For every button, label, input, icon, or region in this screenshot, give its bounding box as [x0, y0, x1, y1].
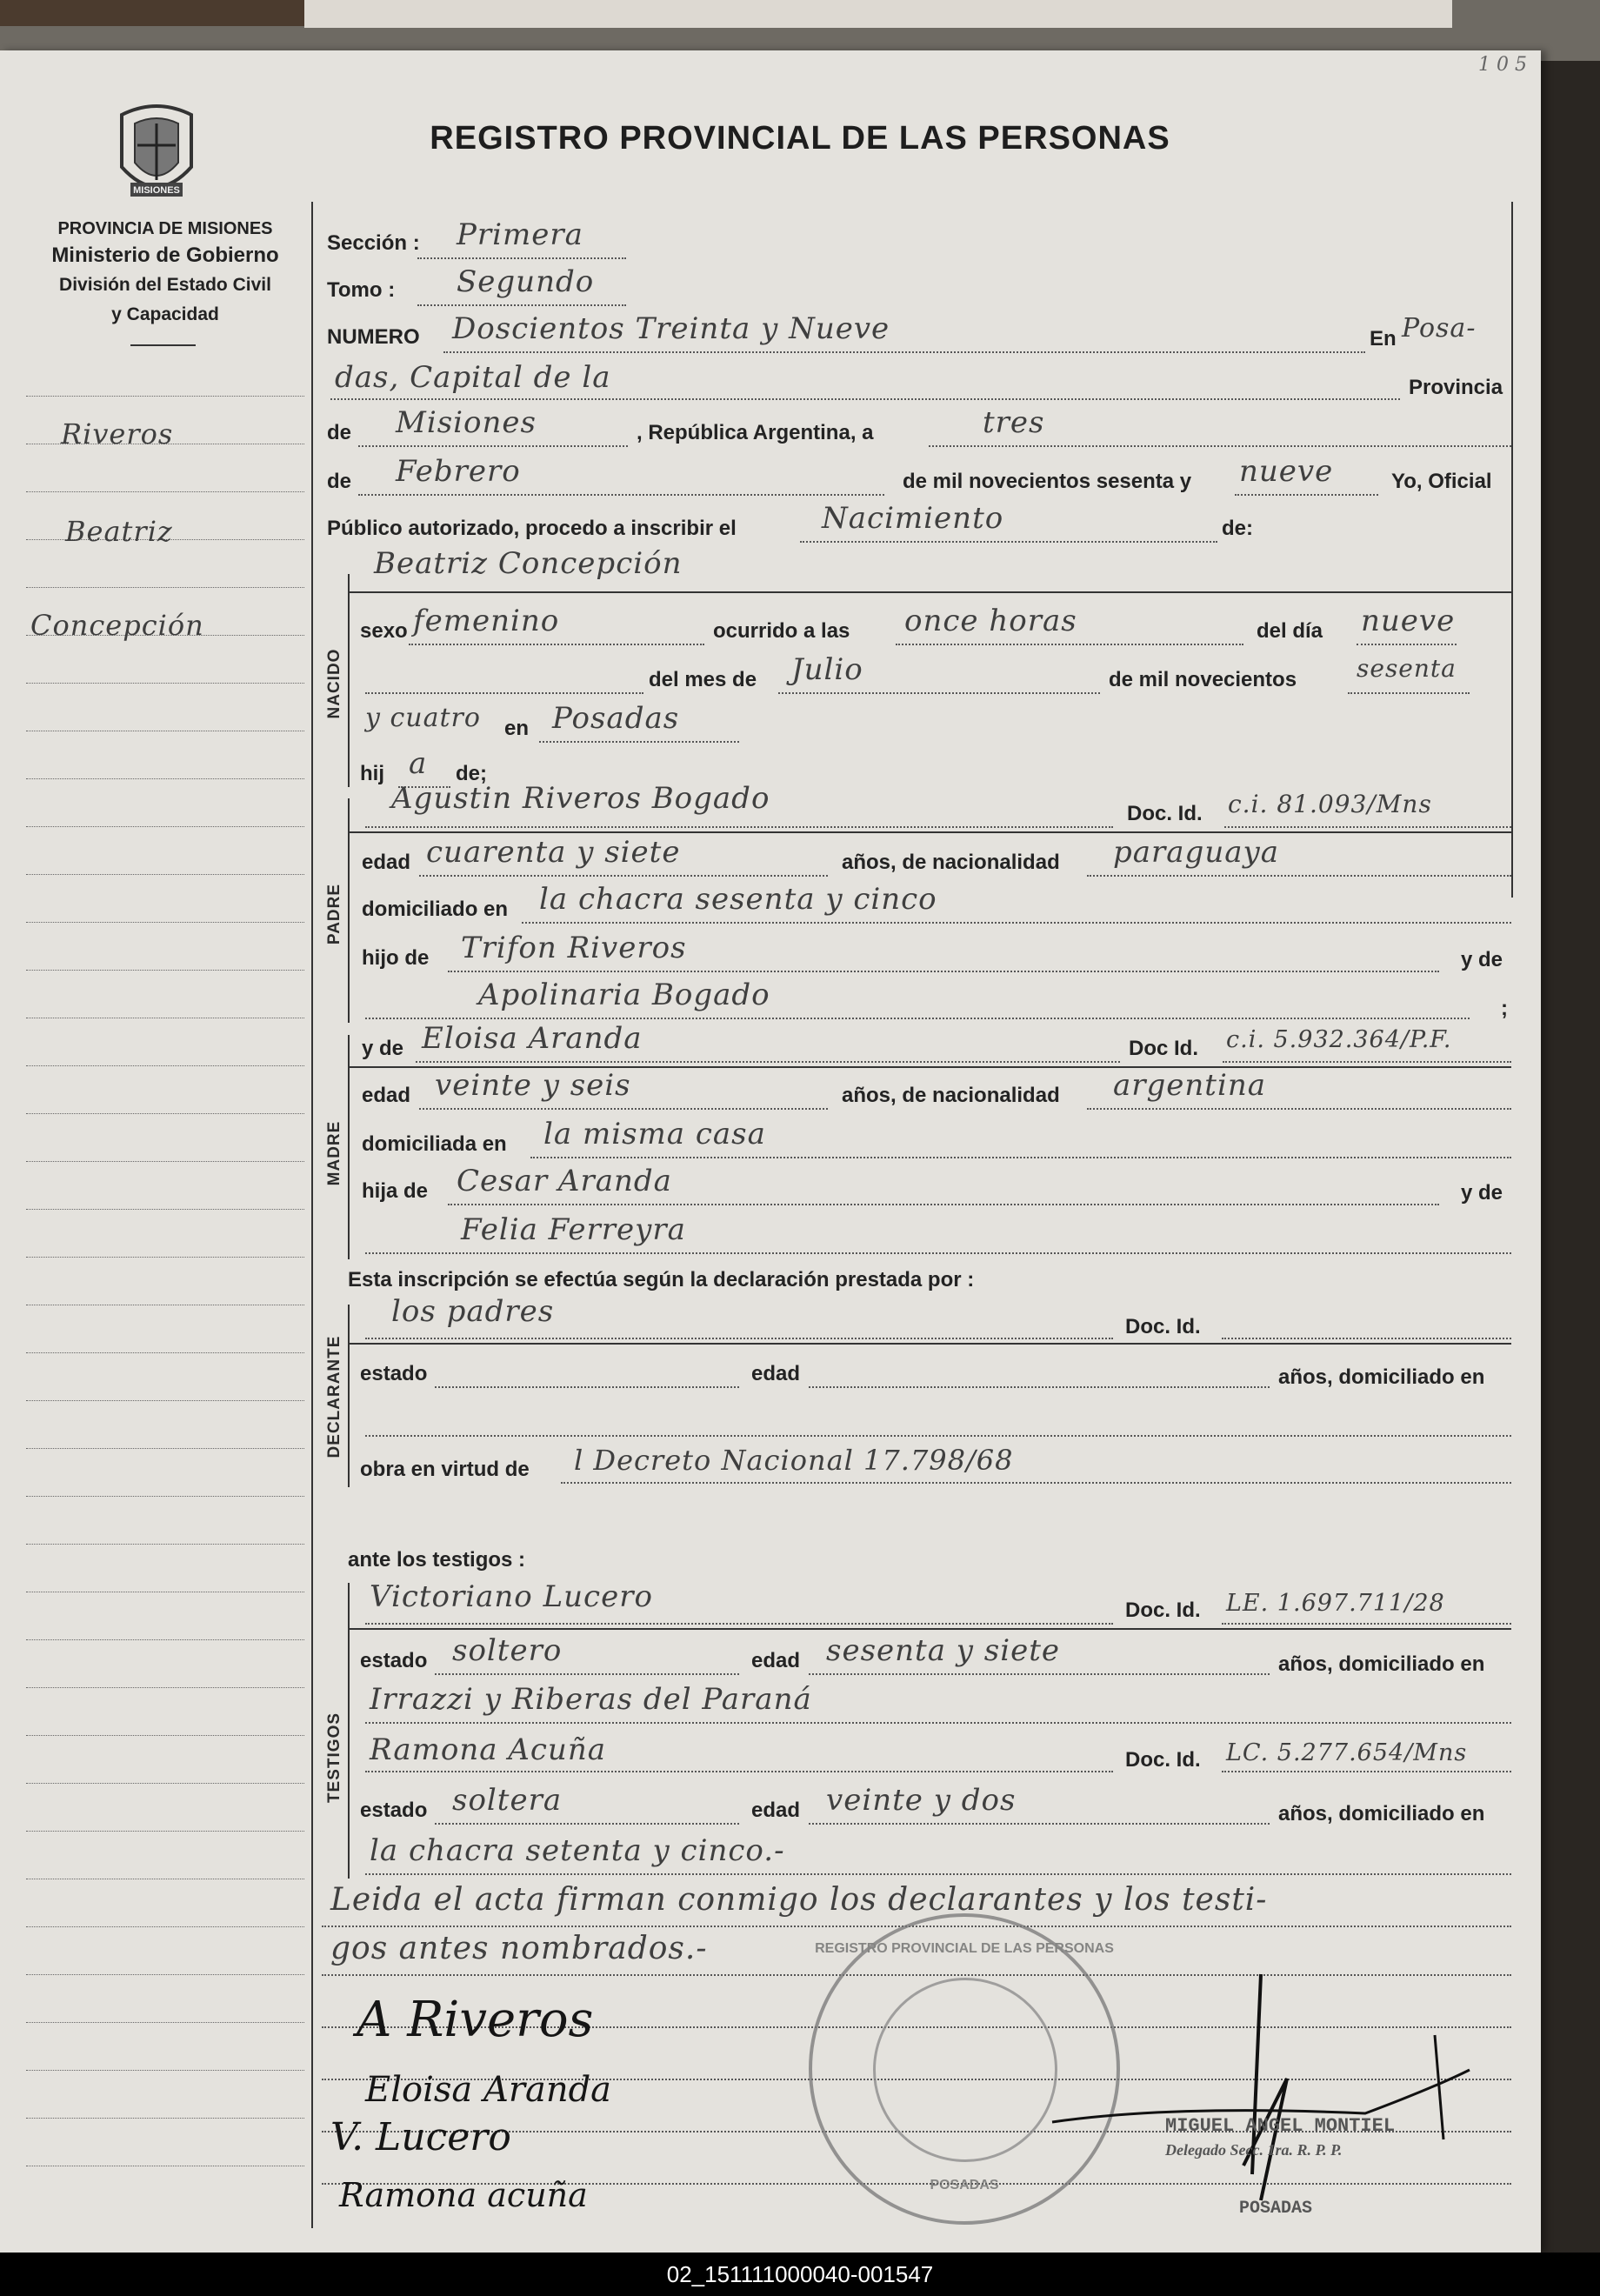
ministry-line-ministry: Ministerio de Gobierno — [51, 244, 279, 267]
hora-value: once horas — [904, 604, 1077, 638]
month-line — [358, 494, 884, 496]
declarante-edad-label: edad — [751, 1362, 801, 1385]
obra-label: obra en virtud de — [360, 1458, 530, 1481]
madre-yde2-label: y de — [1461, 1181, 1503, 1205]
signature-mother: Eloisa Aranda — [365, 2070, 612, 2110]
sexo-value: femenino — [413, 604, 560, 638]
ministry-line-capacity: y Capacidad — [111, 304, 219, 324]
margin-note-first-name: Beatriz — [65, 515, 173, 548]
dia-value: nueve — [1361, 604, 1456, 638]
margin-ruled-line — [26, 1257, 304, 1258]
testigo2-estado-label: estado — [360, 1799, 428, 1822]
closing-line-1: Leida el acta firman conmigo los declarantes y los testi- — [330, 1882, 1268, 1918]
testigo2-name-line — [365, 1771, 1113, 1772]
nacido-name-line — [348, 591, 1511, 593]
seccion-line — [417, 257, 626, 259]
publico-label: Público autorizado, procedo a inscribir el — [327, 517, 737, 540]
tomo-label: Tomo : — [327, 278, 396, 302]
mes-line — [778, 692, 1100, 694]
testigo1-estado-line — [435, 1673, 739, 1675]
declarante-doc-line — [1222, 1338, 1511, 1339]
madre-hija-line — [448, 1204, 1439, 1205]
official-place: POSADAS — [1239, 2199, 1313, 2219]
oficial-label: Yo, Oficial — [1391, 470, 1492, 493]
en-label: En — [1370, 327, 1397, 350]
lugar-value: Posadas — [552, 701, 680, 736]
declarante-section-label: DECLARANTE — [325, 1335, 343, 1458]
testigo2-name: Ramona Acuña — [370, 1732, 606, 1767]
margin-ruled-line — [26, 1974, 304, 1975]
testigo1-name: Victoriano Lucero — [370, 1579, 653, 1614]
year-label: de mil novecientos sesenta y — [903, 470, 1192, 493]
madre-nac-line — [1087, 1108, 1511, 1110]
anio-value-cont: y cuatro — [365, 703, 481, 733]
testigo1-doc-label: Doc. Id. — [1125, 1599, 1201, 1622]
testigo2-doc-label: Doc. Id. — [1125, 1748, 1201, 1772]
madre-name-line — [416, 1061, 1120, 1063]
margin-ruled-line — [26, 1113, 304, 1114]
mes-value: Julio — [791, 652, 863, 687]
nacido-section-label: NACIDO — [325, 648, 343, 719]
form-left-border — [311, 202, 313, 2228]
madre-abuela-value: Felia Ferreyra — [461, 1212, 686, 1247]
testigos-top-line — [348, 1628, 1511, 1630]
page-title: REGISTRO PROVINCIAL DE LAS PERSONAS — [430, 120, 1170, 157]
declarante-name-line — [365, 1338, 1113, 1339]
form-right-border — [1511, 202, 1513, 898]
testigo1-dom-line — [365, 1722, 1511, 1724]
margin-ruled-line — [26, 1496, 304, 1497]
declarante-intro: Esta inscripción se efectúa según la declaración prestada por : — [348, 1268, 975, 1292]
numero-line — [443, 351, 1365, 353]
margin-ruled-line — [26, 1065, 304, 1066]
madre-edad-label: edad — [362, 1084, 411, 1107]
declarante-estado-label: estado — [360, 1362, 428, 1385]
margin-ruled-line — [26, 491, 304, 492]
padre-name-line — [365, 826, 1113, 828]
padre-doc-line — [1224, 826, 1511, 828]
en-value: Posa- — [1402, 313, 1477, 344]
ministry-divider — [130, 344, 196, 346]
madre-edad-value: veinte y seis — [435, 1068, 631, 1103]
padre-hijo-label: hijo de — [362, 946, 430, 970]
declarante-anos-label: años, domiciliado en — [1278, 1365, 1485, 1389]
margin-ruled-line — [26, 1544, 304, 1545]
margin-ruled-line — [26, 587, 304, 588]
testigo1-estado-value: soltero — [452, 1633, 563, 1668]
tomo-line — [417, 304, 626, 306]
signature-father: A Riveros — [357, 1992, 594, 2048]
province-value: Misiones — [396, 405, 537, 440]
testigos-section-label: TESTIGOS — [325, 1712, 343, 1804]
stamp-text-top: REGISTRO PROVINCIAL DE LAS PERSONAS — [815, 1941, 1114, 1956]
madre-dom-value: la misma casa — [543, 1117, 766, 1151]
anio-line — [1348, 692, 1470, 694]
margin-ruled-line — [26, 2070, 304, 2071]
year-value: nueve — [1239, 454, 1334, 489]
testigo1-edad-line — [809, 1673, 1270, 1675]
declarante-edad-line — [809, 1386, 1270, 1388]
madre-hija-label: hija de — [362, 1179, 429, 1203]
madre-doc-line — [1223, 1061, 1511, 1063]
declarante-name: los padres — [391, 1294, 555, 1329]
madre-edad-line — [419, 1108, 828, 1110]
margin-ruled-line — [26, 2118, 304, 2119]
margin-ruled-line — [26, 826, 304, 827]
padre-dom-line — [522, 922, 1511, 924]
padre-yde-label: y de — [1461, 948, 1503, 971]
nacido-name: Beatriz Concepción — [374, 546, 683, 581]
padre-doc-label: Doc. Id. — [1127, 802, 1203, 825]
testigo1-name-line — [365, 1623, 1113, 1625]
obra-line — [561, 1482, 1511, 1484]
padre-edad-label: edad — [362, 851, 411, 874]
padre-dom-value: la chacra sesenta y cinco — [539, 882, 937, 917]
margin-note-surname: Riveros — [61, 417, 174, 451]
margin-ruled-line — [26, 778, 304, 779]
declarante-dom-line — [365, 1435, 1511, 1437]
acto-line — [800, 541, 1217, 543]
margin-ruled-line — [26, 970, 304, 971]
madre-nac-value: argentina — [1113, 1068, 1267, 1103]
declarante-top-line — [348, 1343, 1511, 1345]
month-de-label: de — [327, 470, 352, 493]
signature-witness-2: Ramona acuña — [339, 2176, 588, 2214]
testigo2-dom-value: la chacra setenta y cinco.- — [370, 1833, 785, 1868]
margin-ruled-line — [26, 1783, 304, 1784]
folder-edge — [0, 0, 304, 26]
testigo1-dom-value: Irrazzi y Riberas del Paraná — [370, 1682, 812, 1717]
testigo2-estado-line — [435, 1823, 739, 1825]
margin-ruled-line — [26, 1926, 304, 1927]
madre-yde-label: y de — [362, 1037, 404, 1060]
year-line — [1235, 494, 1378, 496]
madre-anos-label: años, de nacionalidad — [842, 1084, 1060, 1107]
madre-border — [348, 1035, 350, 1259]
sexo-line — [409, 644, 704, 645]
margin-ruled-line — [26, 1831, 304, 1832]
hij-value: a — [409, 746, 428, 781]
nacido-border — [348, 574, 350, 787]
sexo-label: sexo — [360, 619, 408, 643]
official-name: MIGUEL ANGEL MONTIEL — [1165, 2115, 1396, 2137]
margin-ruled-line — [26, 1687, 304, 1688]
republica-label: , República Argentina, a — [637, 421, 874, 444]
testigo2-estado-value: soltera — [452, 1783, 563, 1818]
anio-value: sesenta — [1357, 654, 1457, 683]
seccion-value: Primera — [457, 217, 583, 252]
testigo2-anos-label: años, domiciliado en — [1278, 1802, 1485, 1825]
margin-ruled-line — [26, 1639, 304, 1640]
dia-line — [1357, 644, 1457, 645]
dia-label: del día — [1257, 619, 1323, 643]
testigo2-dom-line — [365, 1873, 1511, 1875]
provincia-label: Provincia — [1409, 376, 1503, 399]
padre-semicolon: ; — [1501, 997, 1508, 1020]
official-signature-icon — [1000, 1966, 1487, 2218]
acto-value: Nacimiento — [822, 501, 1004, 536]
padre-nac-line — [1087, 875, 1511, 877]
madre-abuela-line — [365, 1252, 1511, 1254]
ocurrido-label: ocurrido a las — [713, 619, 850, 643]
day-value: tres — [983, 405, 1045, 440]
padre-dom-label: domiciliado en — [362, 898, 509, 921]
margin-ruled-line — [26, 922, 304, 923]
day-line — [929, 445, 1511, 447]
testigo1-doc-value: LE. 1.697.711/28 — [1226, 1590, 1445, 1617]
testigo1-edad-value: sesenta y siete — [826, 1633, 1061, 1668]
numero-value: Doscientos Treinta y Nueve — [452, 311, 890, 346]
mes-label: del mes de — [649, 668, 757, 691]
margin-ruled-line — [26, 1735, 304, 1736]
testigo1-anos-label: años, domiciliado en — [1278, 1652, 1485, 1676]
mes-pre-line — [365, 692, 643, 694]
padre-nac-value: paraguaya — [1113, 835, 1279, 870]
province-line — [358, 445, 628, 447]
city-line — [330, 398, 1400, 400]
declarante-doc-label: Doc. Id. — [1125, 1315, 1201, 1338]
madre-dom-line — [530, 1157, 1511, 1158]
obra-value: l Decreto Nacional 17.798/68 — [574, 1444, 1014, 1477]
margin-ruled-line — [26, 1448, 304, 1449]
padre-madre-value: Apolinaria Bogado — [478, 978, 770, 1012]
numero-label: NUMERO — [327, 325, 420, 349]
madre-doc-label: Doc Id. — [1129, 1037, 1199, 1060]
signature-witness-1: V. Lucero — [330, 2115, 511, 2159]
padre-hijo-line — [448, 971, 1439, 972]
margin-note-second-name: Concepción — [30, 609, 204, 642]
padre-top-line — [348, 831, 1511, 833]
underlying-card — [304, 0, 1452, 28]
testigo1-estado-label: estado — [360, 1649, 428, 1672]
testigo2-edad-label: edad — [751, 1799, 801, 1822]
padre-edad-value: cuarenta y siete — [426, 835, 681, 870]
document-page — [0, 50, 1541, 2253]
lugar-line — [539, 741, 739, 743]
padre-edad-line — [419, 875, 828, 877]
acto-de-label: de: — [1222, 517, 1253, 540]
padre-anos-label: años, de nacionalidad — [842, 851, 1060, 874]
madre-dom-label: domiciliada en — [362, 1132, 507, 1156]
testigo2-edad-value: veinte y dos — [826, 1783, 1017, 1818]
ministry-line-division: División del Estado Civil — [59, 275, 271, 295]
testigo2-doc-value: LC. 5.277.654/Mns — [1226, 1739, 1468, 1766]
margin-ruled-line — [26, 683, 304, 684]
seal-text: MISIONES — [133, 185, 180, 196]
padre-madre-line — [365, 1018, 1470, 1019]
madre-section-label: MADRE — [325, 1120, 343, 1186]
stamp-text-bottom: POSADAS — [930, 2178, 999, 2193]
testigo1-edad-label: edad — [751, 1649, 801, 1672]
margin-ruled-line — [26, 1161, 304, 1162]
padre-name: Agustin Riveros Bogado — [391, 781, 770, 816]
testigo1-doc-line — [1222, 1623, 1511, 1625]
tomo-value: Segundo — [457, 264, 595, 299]
testigo2-doc-line — [1222, 1771, 1511, 1772]
madre-name: Eloisa Aranda — [422, 1021, 643, 1056]
margin-ruled-line — [26, 1209, 304, 1210]
hij-de-label: de; — [456, 762, 487, 785]
declarante-estado-line — [435, 1386, 739, 1388]
hora-line — [896, 644, 1243, 645]
lugar-en-label: en — [504, 717, 530, 740]
padre-hijo-value: Trifon Riveros — [461, 931, 687, 965]
padre-section-label: PADRE — [325, 883, 343, 945]
official-role: Delegado Secc. 1ra. R. P. P. — [1165, 2141, 1343, 2159]
hij-label: hij — [360, 762, 384, 785]
ministry-line-province: PROVINCIA DE MISIONES — [57, 219, 273, 238]
madre-doc-value: c.i. 5.932.364/P.F. — [1226, 1026, 1452, 1053]
testigo2-edad-line — [809, 1823, 1270, 1825]
footer-id-bar: 02_151111000040-001547 — [0, 2253, 1600, 2296]
margin-ruled-line — [26, 396, 304, 397]
province-de-label: de — [327, 421, 352, 444]
margin-ruled-line — [26, 1400, 304, 1401]
margin-ruled-line — [26, 1352, 304, 1353]
closing-line-2: gos antes nombrados.- — [330, 1931, 708, 1966]
month-value: Febrero — [396, 454, 521, 489]
corner-mark: 1 0 5 — [1478, 54, 1527, 76]
city-value: das, Capital de la — [335, 360, 611, 395]
testigos-border — [348, 1583, 350, 1879]
padre-doc-value: c.i. 81.093/Mns — [1228, 790, 1432, 818]
testigos-intro: ante los testigos : — [348, 1548, 526, 1572]
declarante-border — [348, 1305, 350, 1487]
seccion-label: Sección : — [327, 231, 420, 255]
madre-hija-value: Cesar Aranda — [457, 1164, 672, 1198]
margin-ruled-line — [26, 2022, 304, 2023]
margin-ruled-line — [26, 874, 304, 875]
mil-label: de mil novecientos — [1109, 668, 1297, 691]
